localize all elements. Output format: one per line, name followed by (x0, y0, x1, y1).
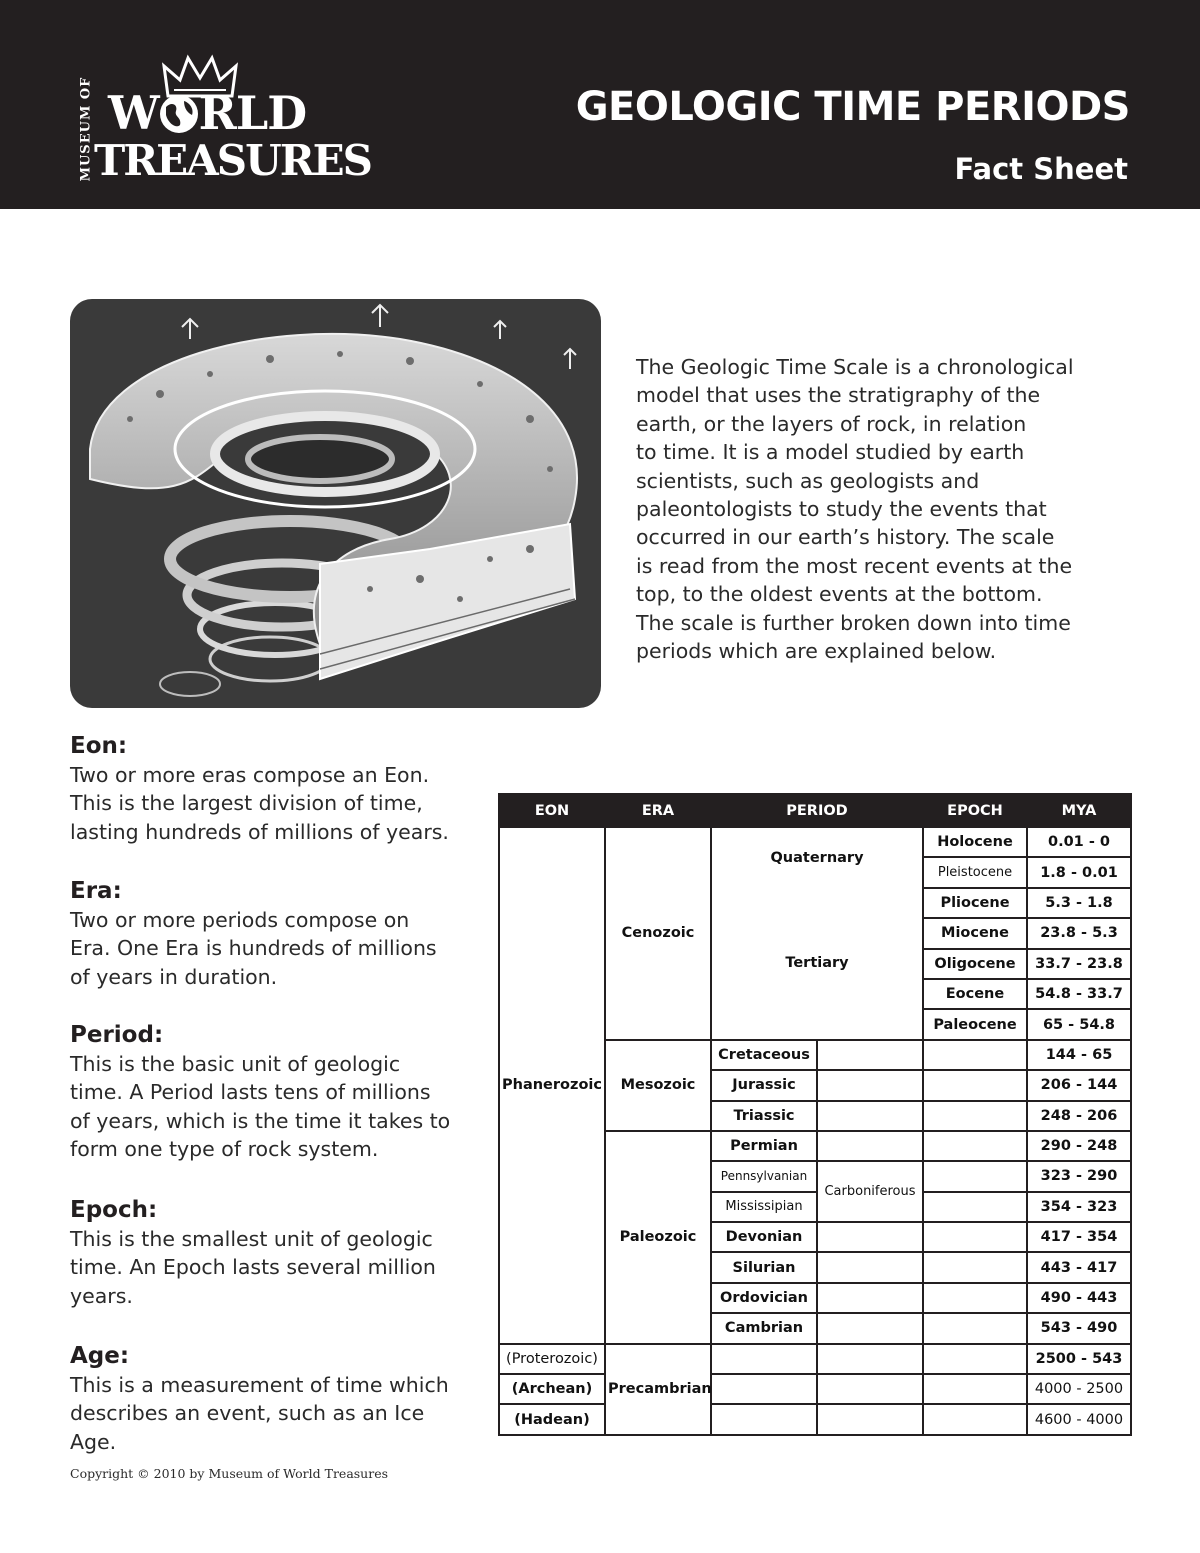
definition-text: This is the basic unit of geologic time. A Period lasts tens of millions of years, which is the time it takes to form one type of rock system. (70, 1052, 451, 1162)
mya-value: 144 - 65 (1027, 1040, 1131, 1070)
mya-value: 33.7 - 23.8 (1027, 949, 1131, 979)
epoch-oligocene: Oligocene (923, 949, 1027, 979)
eon-hadean: (Hadean) (499, 1404, 605, 1434)
definition-term: Period: (70, 1022, 164, 1048)
spiral-graphic (70, 299, 601, 708)
page-subtitle: Fact Sheet (954, 152, 1128, 186)
definition-term: Epoch: (70, 1197, 158, 1223)
era-paleozoic: Paleozoic (605, 1131, 711, 1344)
mya-value: 543 - 490 (1027, 1313, 1131, 1343)
period-cretaceous: Cretaceous (711, 1040, 817, 1070)
mya-value: 4600 - 4000 (1027, 1404, 1131, 1434)
header-epoch: EPOCH (923, 794, 1027, 827)
header-eon: EON (499, 794, 605, 827)
period-permian: Permian (711, 1131, 817, 1161)
definition-epoch (70, 1195, 490, 1310)
table-row (499, 1374, 1131, 1404)
era-mesozoic: Mesozoic (605, 1040, 711, 1131)
table-header-row (499, 794, 1131, 827)
mya-value: 1.8 - 0.01 (1027, 857, 1131, 887)
mya-value: 490 - 443 (1027, 1283, 1131, 1313)
header-era: ERA (605, 794, 711, 827)
mya-value: 323 - 290 (1027, 1161, 1131, 1191)
period-silurian: Silurian (711, 1252, 817, 1282)
mya-value: 5.3 - 1.8 (1027, 888, 1131, 918)
eon-phanerozoic: Phanerozoic (499, 827, 605, 1344)
table-row (499, 1404, 1131, 1434)
page-title: GEOLOGIC TIME PERIODS (575, 84, 1130, 130)
mya-value: 443 - 417 (1027, 1252, 1131, 1282)
period-mississippian: Mississipian (711, 1192, 817, 1222)
period-tertiary: Tertiary (711, 888, 923, 1040)
definition-text: Two or more periods compose on Era. One Era is hundreds of millions of years in duration. (70, 908, 437, 989)
epoch-paleocene: Paleocene (923, 1009, 1027, 1039)
period-pennsylvanian: Pennsylvanian (711, 1161, 817, 1191)
mya-value: 23.8 - 5.3 (1027, 918, 1131, 948)
mya-value: 2500 - 543 (1027, 1344, 1131, 1374)
logo-treasures-text: TREASURES (94, 136, 371, 185)
epoch-miocene: Miocene (923, 918, 1027, 948)
mya-value: 354 - 323 (1027, 1192, 1131, 1222)
definition-age (70, 1341, 490, 1456)
epoch-holocene: Holocene (923, 827, 1027, 857)
page-header (0, 0, 1200, 209)
mya-value: 54.8 - 33.7 (1027, 979, 1131, 1009)
mya-value: 248 - 206 (1027, 1101, 1131, 1131)
mya-value: 0.01 - 0 (1027, 827, 1131, 857)
museum-logo (68, 52, 371, 187)
definition-text: Two or more eras compose an Eon. This is the largest division of time, lasting hundreds of millions of years. (70, 763, 449, 844)
header-period: PERIOD (711, 794, 923, 827)
header-mya: MYA (1027, 794, 1131, 827)
definition-term: Eon: (70, 733, 128, 759)
table-row (499, 1344, 1131, 1374)
period-ordovician: Ordovician (711, 1283, 817, 1313)
eon-proterozoic: (Proterozoic) (499, 1344, 605, 1374)
definition-eon (70, 731, 490, 846)
mya-value: 417 - 354 (1027, 1222, 1131, 1252)
mya-value: 65 - 54.8 (1027, 1009, 1131, 1039)
epoch-pliocene: Pliocene (923, 888, 1027, 918)
intro-paragraph: The Geologic Time Scale is a chronological model that uses the stratigraphy of the earth, or the layers of rock, in relation to time. It is a model studied by earth scientists, such as geologists and paleontologists to study the events that occurred in our earth’s history. The scale is read from the most recent events at the top, to the oldest events at the bottom. The scale is further broken down into time periods which are explained below. (636, 355, 1074, 664)
copyright-notice: Copyright © 2010 by Museum of World Treasures (70, 1466, 389, 1481)
period-jurassic: Jurassic (711, 1070, 817, 1100)
definition-period (70, 1020, 490, 1164)
period-carboniferous: Carboniferous (817, 1161, 923, 1222)
epoch-eocene: Eocene (923, 979, 1027, 1009)
period-triassic: Triassic (711, 1101, 817, 1131)
geologic-spiral-illustration (70, 299, 601, 708)
definition-term: Age: (70, 1343, 130, 1369)
logo-vertical-text: MUSEUM OF (78, 76, 94, 182)
logo-world-text: W RLD (108, 86, 307, 140)
era-cenozoic: Cenozoic (605, 827, 711, 1040)
period-cambrian: Cambrian (711, 1313, 817, 1343)
mya-value: 4000 - 2500 (1027, 1374, 1131, 1404)
mya-value: 206 - 144 (1027, 1070, 1131, 1100)
definition-era (70, 876, 490, 991)
eon-archean: (Archean) (499, 1374, 605, 1404)
definition-text: This is the smallest unit of geologic time. An Epoch lasts several million years. (70, 1227, 436, 1308)
globe-icon (160, 95, 198, 133)
definition-text: This is a measurement of time which describes an event, such as an Ice Age. (70, 1373, 449, 1454)
era-precambrian: Precambrian (605, 1344, 711, 1435)
epoch-pleistocene: Pleistocene (923, 857, 1027, 887)
geologic-time-table (498, 793, 1132, 1436)
table-row (499, 827, 1131, 857)
period-devonian: Devonian (711, 1222, 817, 1252)
definition-term: Era: (70, 878, 122, 904)
period-quaternary: Quaternary (711, 827, 923, 888)
mya-value: 290 - 248 (1027, 1131, 1131, 1161)
